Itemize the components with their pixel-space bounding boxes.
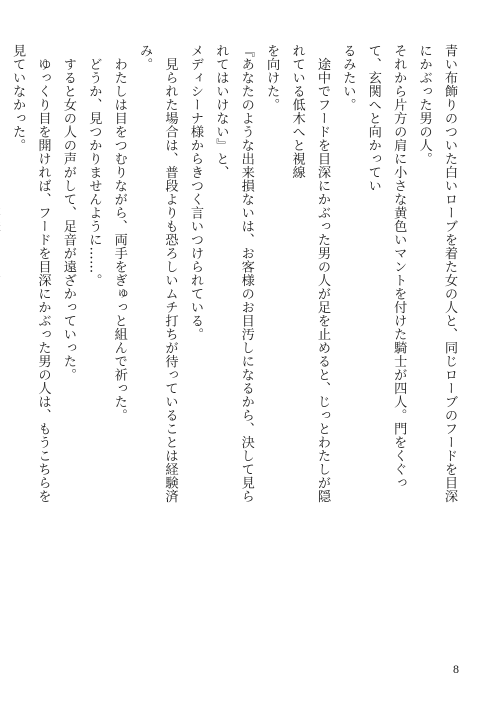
text-line: それから片方の肩に小さな黄色いマントを付けた騎士が四人。門をくぐって、玄関へと向かってい bbox=[365, 44, 407, 490]
text-line: メディシーナ様からきつく言いつけられている。 bbox=[187, 44, 203, 341]
text-line: るみたい。 bbox=[340, 44, 356, 112]
text-line: どうか、見つかりませんように……。 bbox=[86, 44, 102, 287]
text-line: を向けた。 bbox=[264, 44, 280, 112]
text-line: わたしは目をつむりながら、両手をぎゅっと組んで祈った。 bbox=[111, 44, 127, 422]
text-line: 『あなたのような出来損ないは、お客様のお目汚しになるから、決して見られてはいけない』と、 bbox=[213, 44, 254, 503]
text-line: 見られた場合は、普段よりも恐ろしいムチ打ちが待っていることは経験済み。 bbox=[137, 44, 178, 503]
text-line bbox=[0, 44, 5, 504]
body-text bbox=[10, 44, 462, 504]
page-number: 8 bbox=[453, 662, 459, 676]
text-line: ゆっくり目を開ければ、フードを目深にかぶった男の人は、もうこちらを見ていなかった。 bbox=[10, 44, 51, 503]
text-line: 途中でフードを目深にかぶった男の人が足を止めると、じっとわたしが隠れている低木へと視線 bbox=[289, 44, 330, 503]
text-line: 青い布飾りのついた白いローブを着た女の人と、同じローブのフードを目深にかぶった男の人。 bbox=[416, 44, 457, 503]
text-line: すると女の人の声がして、足音が遠ざかっていった。 bbox=[60, 44, 76, 382]
